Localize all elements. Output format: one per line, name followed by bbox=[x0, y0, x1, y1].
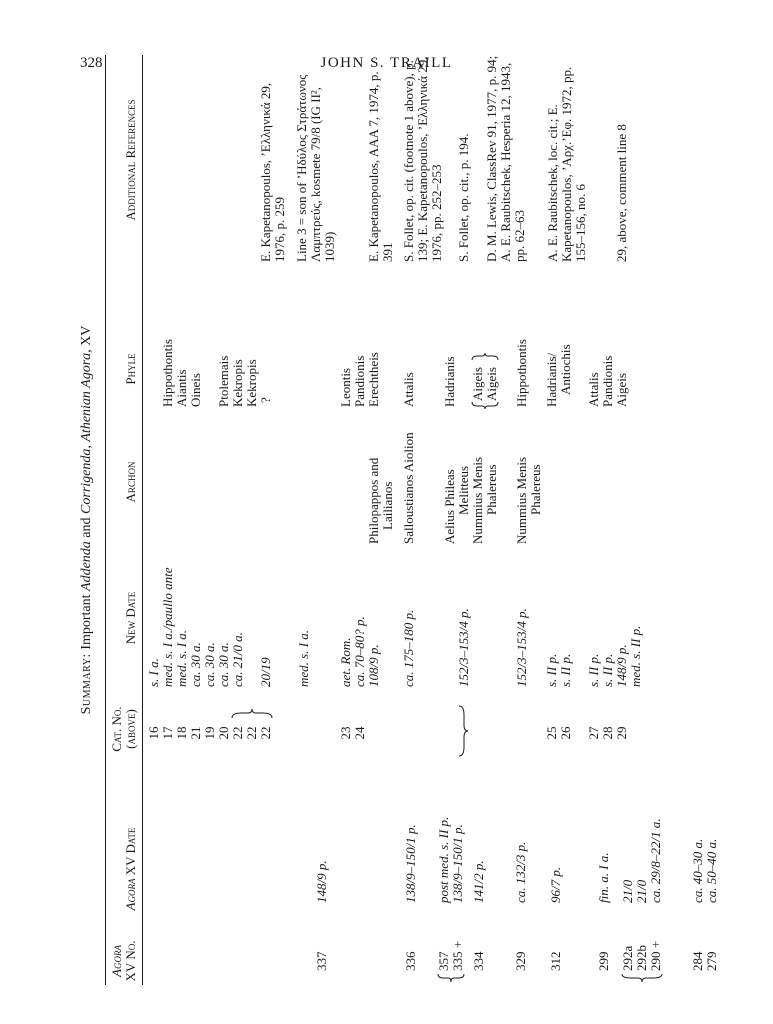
reference: 29, above, comment line 8 bbox=[614, 124, 629, 262]
new-date: ca. 30 a. bbox=[202, 642, 217, 687]
new-date: s. II p. bbox=[600, 653, 615, 687]
agora-number: 290 + bbox=[648, 940, 663, 971]
title-label: Summary: bbox=[79, 653, 94, 715]
archon: Philopappos and bbox=[366, 457, 381, 544]
phyle: Aigeis bbox=[614, 373, 629, 407]
header-archon: Archon bbox=[123, 461, 138, 503]
new-date: s. II p. bbox=[544, 653, 559, 687]
cat-number: 29 bbox=[614, 726, 629, 740]
new-date: 148/9 p. bbox=[614, 644, 629, 687]
new-date: aet. Rom. bbox=[338, 637, 353, 687]
cat-number: 19 bbox=[202, 726, 217, 740]
agora-number: 279 bbox=[704, 951, 719, 971]
new-date: s. I a. bbox=[146, 658, 161, 687]
header-rule bbox=[142, 55, 143, 985]
reference: S. Follet, op. cit. (footnote 1 above), p. 139; E. Kapetanopoulos, ʼΕλληνικά 29, 1976, pp. 252–253 bbox=[401, 56, 444, 262]
phyle: Hippothontis bbox=[514, 339, 529, 407]
new-date: s. II p. bbox=[558, 653, 573, 687]
cat-number: 24 bbox=[352, 726, 367, 740]
phyle: Kekropis bbox=[244, 359, 259, 407]
agora-date: ca. 50–40 a. bbox=[704, 838, 719, 903]
reference: S. Follet, op. cit., p. 194. bbox=[456, 133, 471, 262]
cat-brace-22 bbox=[231, 708, 273, 720]
agora-date: ca. 132/3 p. bbox=[513, 841, 528, 903]
cat-number: 22 bbox=[230, 726, 245, 740]
cat-number: 26 bbox=[558, 726, 573, 740]
agora-date: 96/7 p. bbox=[548, 866, 563, 903]
agora-date: 138/9–150/1 p. bbox=[403, 824, 418, 903]
archon: Salloustianos Aiolion bbox=[401, 432, 416, 544]
phyle: Leontis bbox=[338, 368, 353, 407]
cat-number: 18 bbox=[174, 726, 189, 740]
phyle: Aiantis bbox=[174, 369, 189, 407]
summary-table bbox=[80, 55, 720, 985]
new-date: ca. 21/0 a. bbox=[230, 632, 245, 687]
new-date: med. s. I a. bbox=[296, 629, 311, 687]
phyle-brace-left bbox=[471, 401, 499, 409]
agora-number: 335 + bbox=[450, 940, 465, 971]
phyle: Aigeis bbox=[484, 367, 499, 401]
new-date: ca. 30 a. bbox=[188, 642, 203, 687]
reference: E. Kapetanopoulos, ʼΕλληνικά 29, 1976, p. 259 bbox=[258, 82, 287, 262]
phyle: Hadrianis bbox=[442, 356, 457, 407]
new-date: 108/9 p. bbox=[366, 644, 381, 687]
agora-number: 334 bbox=[471, 951, 486, 971]
agora-date: 141/2 p. bbox=[471, 860, 486, 903]
cat-number: 28 bbox=[600, 726, 615, 740]
archon: Lailianos bbox=[380, 481, 395, 530]
agora-date: 21/0 bbox=[620, 879, 635, 903]
agora-date: 138/9–150/1 p. bbox=[450, 824, 465, 903]
agora-date: post med. s. II p. bbox=[436, 816, 451, 903]
new-date: ca. 175–180 p. bbox=[401, 609, 416, 687]
cat-number: 23 bbox=[338, 726, 353, 740]
header-new-date: New Date bbox=[123, 591, 138, 645]
cat-number: 27 bbox=[586, 726, 601, 740]
agora-date: ca. 40–30 a. bbox=[690, 838, 705, 903]
agora-number: 312 bbox=[548, 951, 563, 971]
phyle: Oineis bbox=[188, 373, 203, 407]
phyle: Aigeis bbox=[470, 367, 485, 401]
agora-number: 299 bbox=[596, 951, 611, 971]
header-agora-no: Agora XV No. bbox=[109, 940, 138, 982]
cat-number: 17 bbox=[160, 726, 175, 740]
new-date: 20/19 bbox=[258, 657, 273, 687]
new-date: ca. 70–80? p. bbox=[352, 616, 367, 687]
phyle: Pandionis bbox=[352, 355, 367, 407]
title-addenda: Addenda bbox=[79, 541, 94, 591]
cat-number: 25 bbox=[544, 726, 559, 740]
new-date: ca. 30 a. bbox=[216, 642, 231, 687]
new-date: med. s. I a./paullo ante bbox=[160, 567, 175, 687]
header-phyle: Phyle bbox=[123, 353, 138, 385]
summary-title bbox=[80, 55, 94, 985]
agora-date: 21/0 bbox=[634, 879, 649, 903]
new-date: 152/3–153/4 p. bbox=[456, 608, 471, 687]
header-additional-references: Additional References bbox=[123, 99, 138, 221]
cat-brace-335 bbox=[457, 705, 469, 757]
phyle: Kekropis bbox=[230, 359, 245, 407]
running-head: JOHN S. TRAILL bbox=[320, 55, 453, 71]
new-date: 152/3–153/4 p. bbox=[514, 608, 529, 687]
agora-number: 337 bbox=[314, 951, 329, 971]
archon: Phalereus bbox=[528, 464, 543, 515]
reference: E. Kapetanopoulos, AAA 7, 1974, p. 391 bbox=[366, 71, 395, 262]
agora-number: 292a bbox=[620, 945, 635, 971]
agora-date: ca. 29/8–22/1 a. bbox=[648, 818, 663, 903]
cat-number: 22 bbox=[244, 726, 259, 740]
agora-brace-335 bbox=[437, 973, 465, 982]
phyle: Pandionis bbox=[600, 355, 615, 407]
agora-number: 284 bbox=[690, 951, 705, 971]
header-cat-no: Cat. No. (above) bbox=[109, 706, 138, 752]
top-rule bbox=[105, 55, 106, 985]
agora-date: fin. a. I a. bbox=[596, 852, 611, 903]
title-source: Athenian Agora, bbox=[79, 349, 94, 442]
reference: A. E. Raubitschek, loc. cit.; E. Kapetanopoulos, ʼΑρχ.ʼΕφ. 1972, pp. 155–156, no. 6 bbox=[545, 66, 588, 262]
phyle: Antiochis bbox=[558, 344, 573, 395]
agora-number: 329 bbox=[513, 951, 528, 971]
phyle-brace-right bbox=[471, 353, 499, 361]
phyle: Erechtheis bbox=[366, 352, 381, 407]
new-date: med. s. I a. bbox=[174, 629, 189, 687]
title-and: and bbox=[79, 517, 94, 538]
archon: Nummius Menis bbox=[514, 456, 529, 544]
cat-number: 22 bbox=[258, 726, 273, 740]
title-corrigenda: Corrigenda, bbox=[79, 445, 94, 514]
new-date: med. s. II p. bbox=[628, 625, 643, 687]
phyle: ? bbox=[258, 397, 273, 403]
archon: Phalereus bbox=[484, 464, 499, 515]
reference: Line 3 = son of ʼΗδύλος Στράτωνος Λαμπτρεύς, kosmete 79/8 (IG II², 1039) bbox=[294, 74, 337, 262]
archon: Nummius Menis bbox=[470, 456, 485, 544]
agora-date: 148/9 p. bbox=[314, 860, 329, 903]
phyle: Ptolemais bbox=[216, 355, 231, 407]
cat-number: 16 bbox=[146, 726, 161, 740]
reference: D. M. Lewis, ClassRev 91, 1977, p. 94; A. E. Raubitschek, Hesperia 12, 1943, pp. 62–63 bbox=[484, 55, 527, 262]
archon: Melitteus bbox=[456, 465, 471, 515]
cat-number: 21 bbox=[188, 726, 203, 740]
agora-number: 357 bbox=[436, 951, 451, 971]
cat-number: 20 bbox=[216, 726, 231, 740]
new-date: s. II p. bbox=[586, 653, 601, 687]
page-number: 328 bbox=[80, 55, 103, 71]
agora-number: 336 bbox=[403, 951, 418, 971]
phyle: Attalis bbox=[401, 372, 416, 407]
phyle: Attalis bbox=[586, 372, 601, 407]
agora-brace-290 bbox=[621, 973, 663, 982]
agora-number: 292b bbox=[634, 945, 649, 971]
phyle: Hippothontis bbox=[160, 339, 175, 407]
phyle: Hadrianis/ bbox=[544, 352, 559, 407]
archon: Aelius Phileas bbox=[442, 469, 457, 544]
title-prefix: Important bbox=[79, 594, 94, 650]
header-agora-date: Agora XV Date bbox=[123, 827, 138, 911]
title-volume: XV bbox=[79, 325, 94, 346]
